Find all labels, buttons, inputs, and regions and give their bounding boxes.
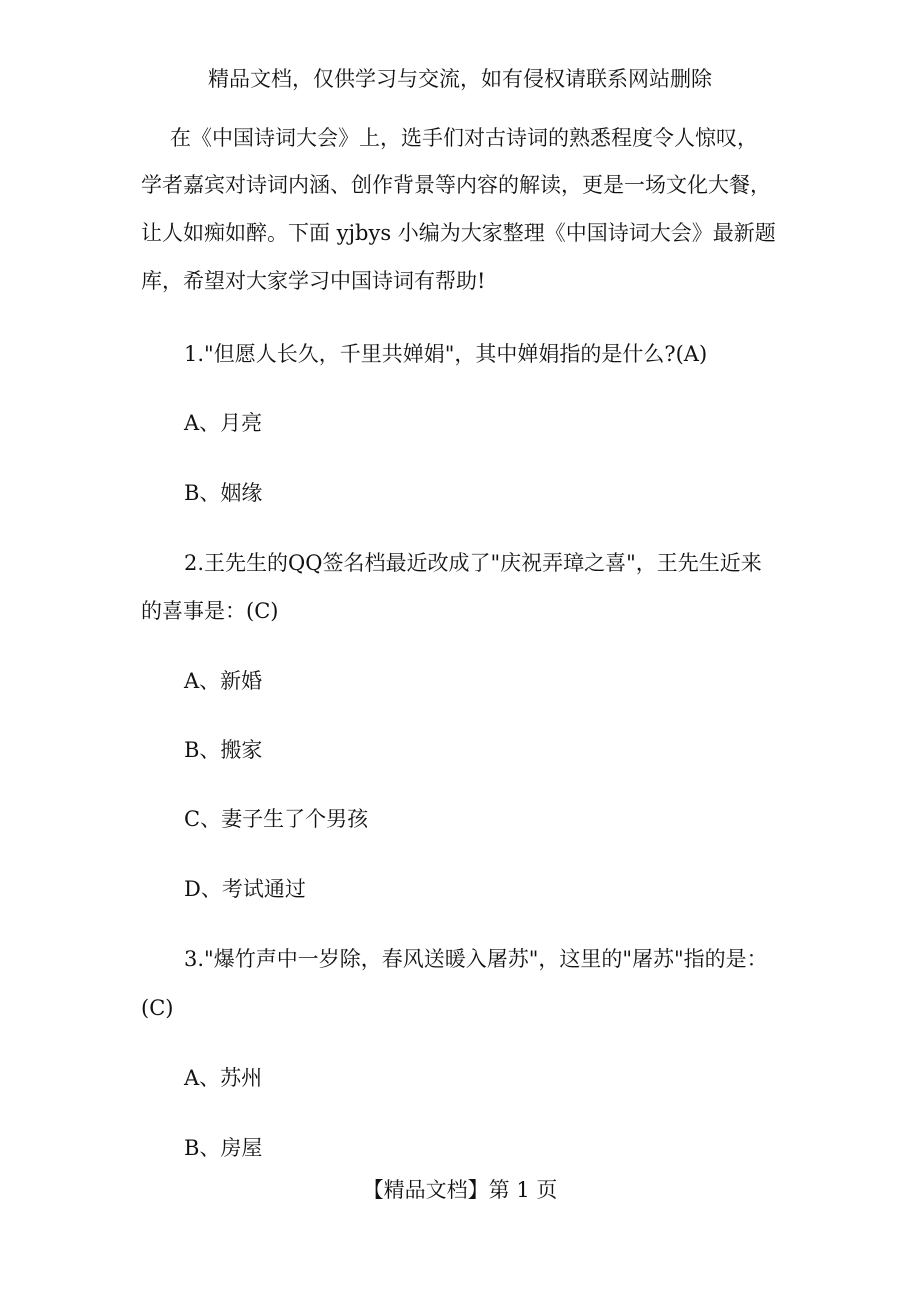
intro-line-4: 库，希望对大家学习中国诗词有帮助!	[141, 269, 486, 293]
q1-option-b: B、姻缘	[184, 481, 263, 505]
question-3-line-2: (C)	[141, 996, 174, 1020]
intro-line-3: 让人如痴如醉。下面 yjbys 小编为大家整理《中国诗词大会》最新题	[141, 221, 776, 245]
page-footer: 【精品文档】第 1 页	[362, 1178, 558, 1202]
q1-option-a: A、月亮	[184, 411, 263, 435]
page-header: 精品文档，仅供学习与交流，如有侵权请联系网站删除	[208, 67, 712, 91]
q2-option-d: D、考试通过	[184, 877, 306, 901]
q2-option-c: C、妻子生了个男孩	[184, 807, 369, 831]
intro-line-1: 在《中国诗词大会》上，选手们对古诗词的熟悉程度令人惊叹，	[170, 126, 758, 150]
question-1: 1."但愿人长久，千里共婵娟"，其中婵娟指的是什么?(A)	[184, 342, 708, 366]
intro-line-2: 学者嘉宾对诗词内涵、创作背景等内容的解读，更是一场文化大餐，	[141, 173, 771, 197]
question-2-line-1: 2.王先生的QQ签名档最近改成了"庆祝弄璋之喜"，王先生近来	[184, 551, 762, 575]
q3-option-a: A、苏州	[184, 1066, 263, 1090]
q3-option-b: B、房屋	[184, 1136, 263, 1160]
q2-option-a: A、新婚	[184, 669, 263, 693]
question-3-line-1: 3."爆竹声中一岁除，春风送暖入屠苏"，这里的"屠苏"指的是：	[184, 947, 768, 971]
q2-option-b: B、搬家	[184, 738, 263, 762]
question-2-line-2: 的喜事是：(C)	[141, 599, 279, 623]
